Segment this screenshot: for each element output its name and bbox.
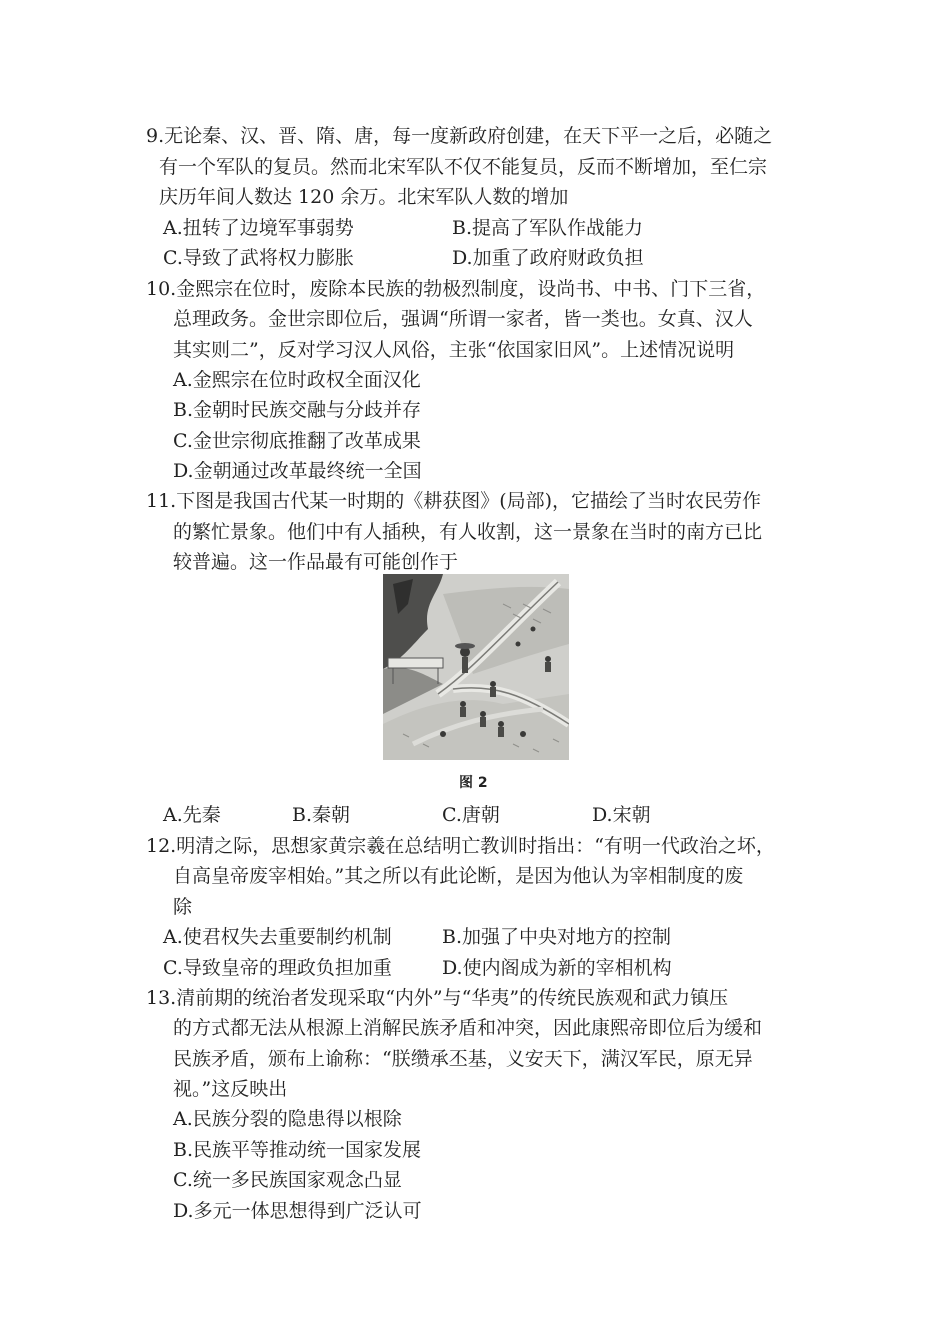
question-10-stem-line-2: 总理政务。金世宗即位后，强调“所谓一家者，皆一类也。女真、汉人 [173, 308, 753, 330]
question-13-stem-line-4: 视。”这反映出 [173, 1078, 288, 1100]
question-11-option-a[interactable]: A.先秦 [163, 804, 221, 826]
question-9-option-c[interactable]: C.导致了武将权力膨胀 [163, 247, 354, 269]
question-11-option-b[interactable]: B.秦朝 [292, 804, 351, 826]
question-9-stem-line-3: 庆历年间人数达 120 余万。北宋军队人数的增加 [159, 186, 569, 208]
question-13-option-c[interactable]: C.统一多民族国家观念凸显 [173, 1169, 402, 1191]
question-12-stem-line-1: 12.明清之际，思想家黄宗羲在总结明亡教训时指出：“有明一代政治之坏， [146, 835, 775, 857]
question-12-option-a[interactable]: A.使君权失去重要制约机制 [163, 926, 392, 948]
question-12-stem-line-3: 除 [173, 896, 193, 918]
question-10-option-a[interactable]: A.金熙宗在位时政权全面汉化 [173, 369, 421, 391]
question-12-option-b[interactable]: B.加强了中央对地方的控制 [442, 926, 672, 948]
question-9-stem-line-1: 9.无论秦、汉、晋、隋、唐，每一度新政府创建，在天下平一之后，必随之 [146, 125, 773, 147]
question-13-option-a[interactable]: A.民族分裂的隐患得以根除 [173, 1108, 402, 1130]
question-11-stem-line-3: 较普遍。这一作品最有可能创作于 [173, 551, 459, 573]
question-9-option-a[interactable]: A.扭转了边境军事弱势 [163, 217, 354, 239]
question-11-option-d[interactable]: D.宋朝 [592, 804, 651, 826]
question-9-option-b[interactable]: B.提高了军队作战能力 [452, 217, 644, 239]
question-12-stem-line-2: 自高皇帝废宰相始。”其之所以有此论断，是因为他认为宰相制度的废 [173, 865, 744, 887]
question-13-option-d[interactable]: D.多元一体思想得到广泛认可 [173, 1200, 422, 1222]
question-13-option-b[interactable]: B.民族平等推动统一国家发展 [173, 1139, 422, 1161]
question-9-option-d[interactable]: D.加重了政府财政负担 [452, 247, 644, 269]
question-13-stem-line-3: 民族矛盾，颁布上谕称：“朕缵承丕基，义安天下，满汉军民，原无异 [173, 1048, 753, 1070]
question-11-option-c[interactable]: C.唐朝 [442, 804, 500, 826]
question-10-option-c[interactable]: C.金世宗彻底推翻了改革成果 [173, 430, 421, 452]
figure-caption: 图 2 [459, 775, 488, 791]
farming-painting-illustration [383, 574, 569, 760]
question-13-stem-line-2: 的方式都无法从根源上消解民族矛盾和冲突，因此康熙帝即位后为缓和 [173, 1017, 763, 1039]
question-12-option-c[interactable]: C.导致皇帝的理政负担加重 [163, 957, 392, 979]
question-12-option-d[interactable]: D.使内阁成为新的宰相机构 [442, 957, 672, 979]
question-10-option-b[interactable]: B.金朝时民族交融与分歧并存 [173, 399, 422, 421]
question-10-stem-line-3: 其实则二”，反对学习汉人风俗，主张“依国家旧风”。上述情况说明 [173, 339, 735, 361]
question-10-stem-line-1: 10.金熙宗在位时，废除本民族的勃极烈制度，设尚书、中书、门下三省， [146, 278, 766, 300]
question-13-stem-line-1: 13.清前期的统治者发现采取“内外”与“华夷”的传统民族观和武力镇压 [146, 987, 729, 1009]
question-11-stem-line-1: 11.下图是我国古代某一时期的《耕获图》(局部)，它描绘了当时农民劳作 [146, 490, 762, 512]
question-10-option-d[interactable]: D.金朝通过改革最终统一全国 [173, 460, 422, 482]
farming-painting-figure [383, 574, 569, 760]
question-11-stem-line-2: 的繁忙景象。他们中有人插秧，有人收割，这一景象在当时的南方已比 [173, 521, 763, 543]
question-9-stem-line-2: 有一个军队的复员。然而北宋军队不仅不能复员，反而不断增加，至仁宗 [159, 156, 768, 178]
